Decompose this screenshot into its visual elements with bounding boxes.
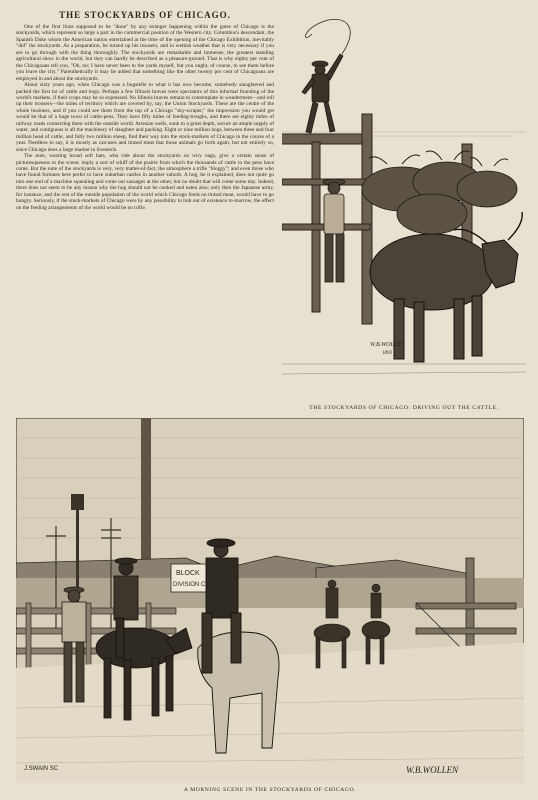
sign-text-division: DIVISION C xyxy=(173,582,206,588)
engraver-credit: J.SWAIN SC xyxy=(24,766,59,772)
caption-bottom: A MORNING SCENE IN THE STOCKYARDS OF CHICAGO. xyxy=(183,787,357,793)
article-paragraph-3: The men, wearing broad soft hats, who ride about the stockyards on wiry nags, give a certain sense of picturesqueness to the scene; imply a sort of whiff of the prairie from which the thousands of cattle in the pens have come. But the note of the stockyards is very, very matter-of-fact, the atmosphere a trifle "bloggy"; and even those who have found fortunes here prefer to have suburban castles in another suburb. A hog, be it explained, does not quite go into one end of a machine squealing and come out sausages at the other, but no doubt that will come some day. Indeed, there does not seem to be any reason why the hog should not be cooked and eaten also; only then the Japanese army, for instance, and the rest of the outside population of the world which Chicago feeds on tinned meat, would have to go hungry. Seriously, if the stock-markets of Chicago were by any possibility to bob out of existence to-morrow, the effect on the feeding arrangements of the world would be no trifle. xyxy=(16,153,274,211)
sign-text-block: BLOCK xyxy=(176,570,200,577)
date-top: 1893 xyxy=(382,351,392,356)
signature-top: W.B.WOLLEN xyxy=(370,342,405,348)
illustration-driving-cattle xyxy=(282,14,526,399)
article-paragraph-2: About sixty years ago, when Chicago was a bugstelle to what it has now become, somebody slaughtered and packed the first lot of cattle and hogs. Perhaps a few Illinois braves were spectators of this informal founding of the world's markets, if their crops may be so expressed. No Illinois braves remain to contemplate in wonderment—and roll up their trousers—the miles of territory which are covered by, say, the Union Stockyards. These are the centre of the whole business, and if you could see them from the top of a Chicago "sky-scraper," the impression you would get would be that of a huge town of cattle-pens. They have fifty miles of feeding-troughs, and there are eighty miles of railway roads connecting them with the outside world. Artesian wells, sunk to a great depth, secure an ample supply of water, and contiguous is all the machinery of slaughter and packing. Eight or nine million hogs, between three and four million head of cattle, and fully two million sheep, find their way into the stock-markets of Chicago in the course of a year. Needless to say, it is mostly as carcases and tinned meat that those animals go forth again, but not entirely so, since Chicago does a large market in livestock. xyxy=(16,82,274,153)
illustration-morning-scene xyxy=(16,418,524,783)
article-column xyxy=(16,8,274,408)
article-paragraph-1: One of the first lions supposed to be "done" by any stranger happening within the gates of Chicago is the stockyards, which represent so large a part in the commercial position of the Western city. Columbus's descendant, the Spanish Duke whom the American nation entertained at the time of the opening of the Chicago Exhibition, inevitably "did" the stockyards. As a preparation, he turned up his trousers, and in wettish weather that is very necessary if you are to go through with the thing thoroughly. The stockyards are remarkable and immense, the greatest standing agricultural show in the world, but they can hardly be described as a pleasure-ground. That is why eighty per cent of the Chicagoans tell you, "Oh, no; I have never been to the yards myself, but you ought, of course, to see them before you leave the city." Parenthetically it may be added that something like the other twenty per cent of Chicagoans are employed in and about the stockyards. xyxy=(16,24,274,82)
article-title: THE STOCKYARDS OF CHICAGO. xyxy=(59,10,231,20)
caption-top: THE STOCKYARDS OF CHICAGO: DRIVING OUT THE CATTLE. xyxy=(309,405,499,411)
signature-bottom: W.B.WOLLEN xyxy=(406,765,459,775)
